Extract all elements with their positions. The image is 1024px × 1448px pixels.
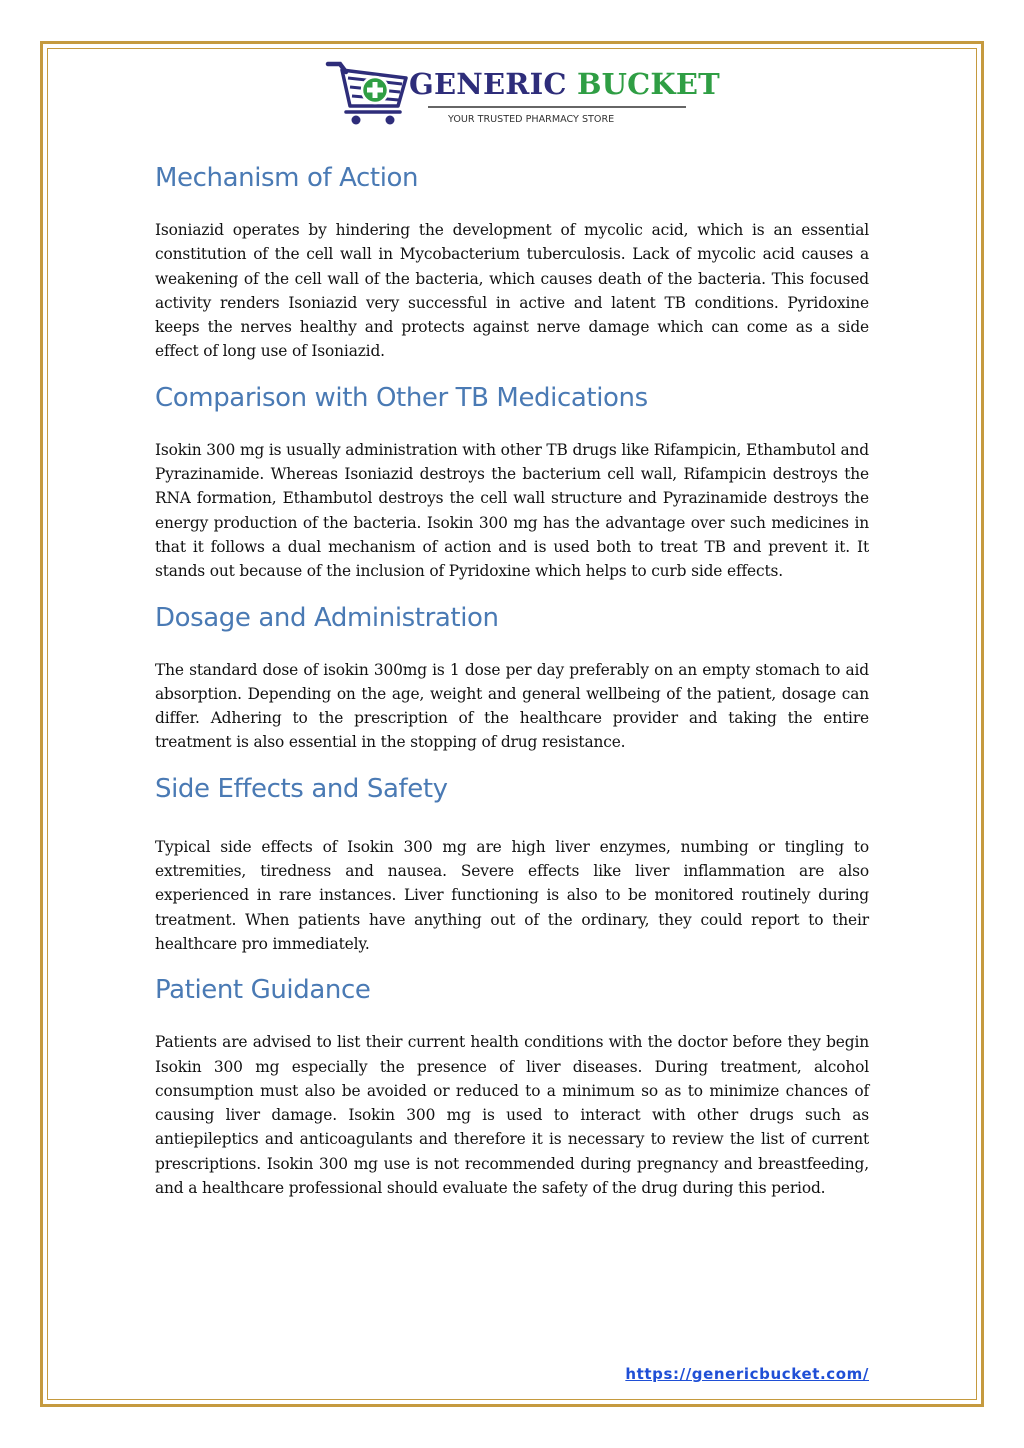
section-paragraph: Isoniazid operates by hindering the development of mycolic acid, which is an essential constitution of the cell wall in Mycobacterium tuberculosis. Lack of mycolic acid causes a weakening of the cell wall of the bacteria, which causes death of the bacteria. This focused activity renders Isoniazid very successful in active and latent TB conditions. Pyridoxine keeps the nerves healthy and protects against nerve damage which can come as a side effect of long use of Isoniazid. [155, 221, 869, 361]
section-heading: Dosage and Administration [155, 602, 499, 633]
shopping-cart-icon [324, 58, 414, 128]
section-paragraph: Patients are advised to list their current health conditions with the doctor before they begin Isokin 300 mg especially the presence of liver diseases. During treatment, alcohol consumption must also be avoided or reduced to a minimum so as to minimize chances of causing liver damage. Isokin 300 mg is used to interact with other drugs such as antiepileptics and anticoagulants and therefore it is necessary to review the list of current prescriptions. Isokin 300 mg use is not recommended during pregnancy and breastfeeding, and a healthcare professional should evaluate the safety of the drug during this period. [155, 1033, 869, 1198]
document-body [155, 158, 869, 1200]
section-mechanism [155, 158, 869, 364]
logo-divider [428, 106, 686, 108]
section-paragraph: The standard dose of isokin 300mg is 1 dose per day preferably on an empty stomach to aid absorption. Depending on the age, weight and general wellbeing of the patient, dosage can differ. Adhering to the prescription of the healthcare provider and taking the entire treatment is also essential in the stopping of drug resistance. [155, 660, 869, 752]
section-comparison [155, 378, 869, 584]
section-paragraph: Typical side effects of Isokin 300 mg are high liver enzymes, numbing or tingling to extremities, tiredness and nausea. Severe effects like liver inflammation are also experienced in rare instances. Liver functioning is also to be monitored routinely during treatment. When patients have anything out of the ordinary, they could report to their healthcare pro immediately. [155, 837, 869, 953]
section-heading: Patient Guidance [155, 975, 371, 1006]
section-heading: Mechanism of Action [155, 163, 419, 193]
website-link[interactable]: https://genericbucket.com/ [625, 1365, 869, 1383]
section-side-effects [155, 769, 869, 956]
brand-tagline: YOUR TRUSTED PHARMACY STORE [448, 114, 615, 125]
section-patient-guidance [155, 970, 869, 1200]
section-paragraph: Isokin 300 mg is usually administration with other TB drugs like Rifampicin, Ethambutol and Pyrazinamide. Whereas Isoniazid destroys the bacterium cell wall, Rifampicin destroys the RNA formation, Ethambutol destroys the cell wall structure and Pyrazinamide destroys the energy production of the bacteria. Isokin 300 mg has the advantage over such medicines in that it follows a dual mechanism of action and is used both to treat TB and prevent it. It stands out because of the inclusion of Pyridoxine which helps to curb side effects. [155, 440, 869, 581]
section-heading: Comparison with Other TB Medications [155, 382, 648, 413]
brand-name-part1: GENERIC [409, 67, 567, 101]
section-heading: Side Effects and Safety [155, 773, 448, 804]
brand-name-part2: BUCKET [576, 67, 720, 101]
brand-logo[interactable] [324, 58, 720, 128]
section-dosage [155, 598, 869, 755]
brand-name [409, 67, 720, 101]
